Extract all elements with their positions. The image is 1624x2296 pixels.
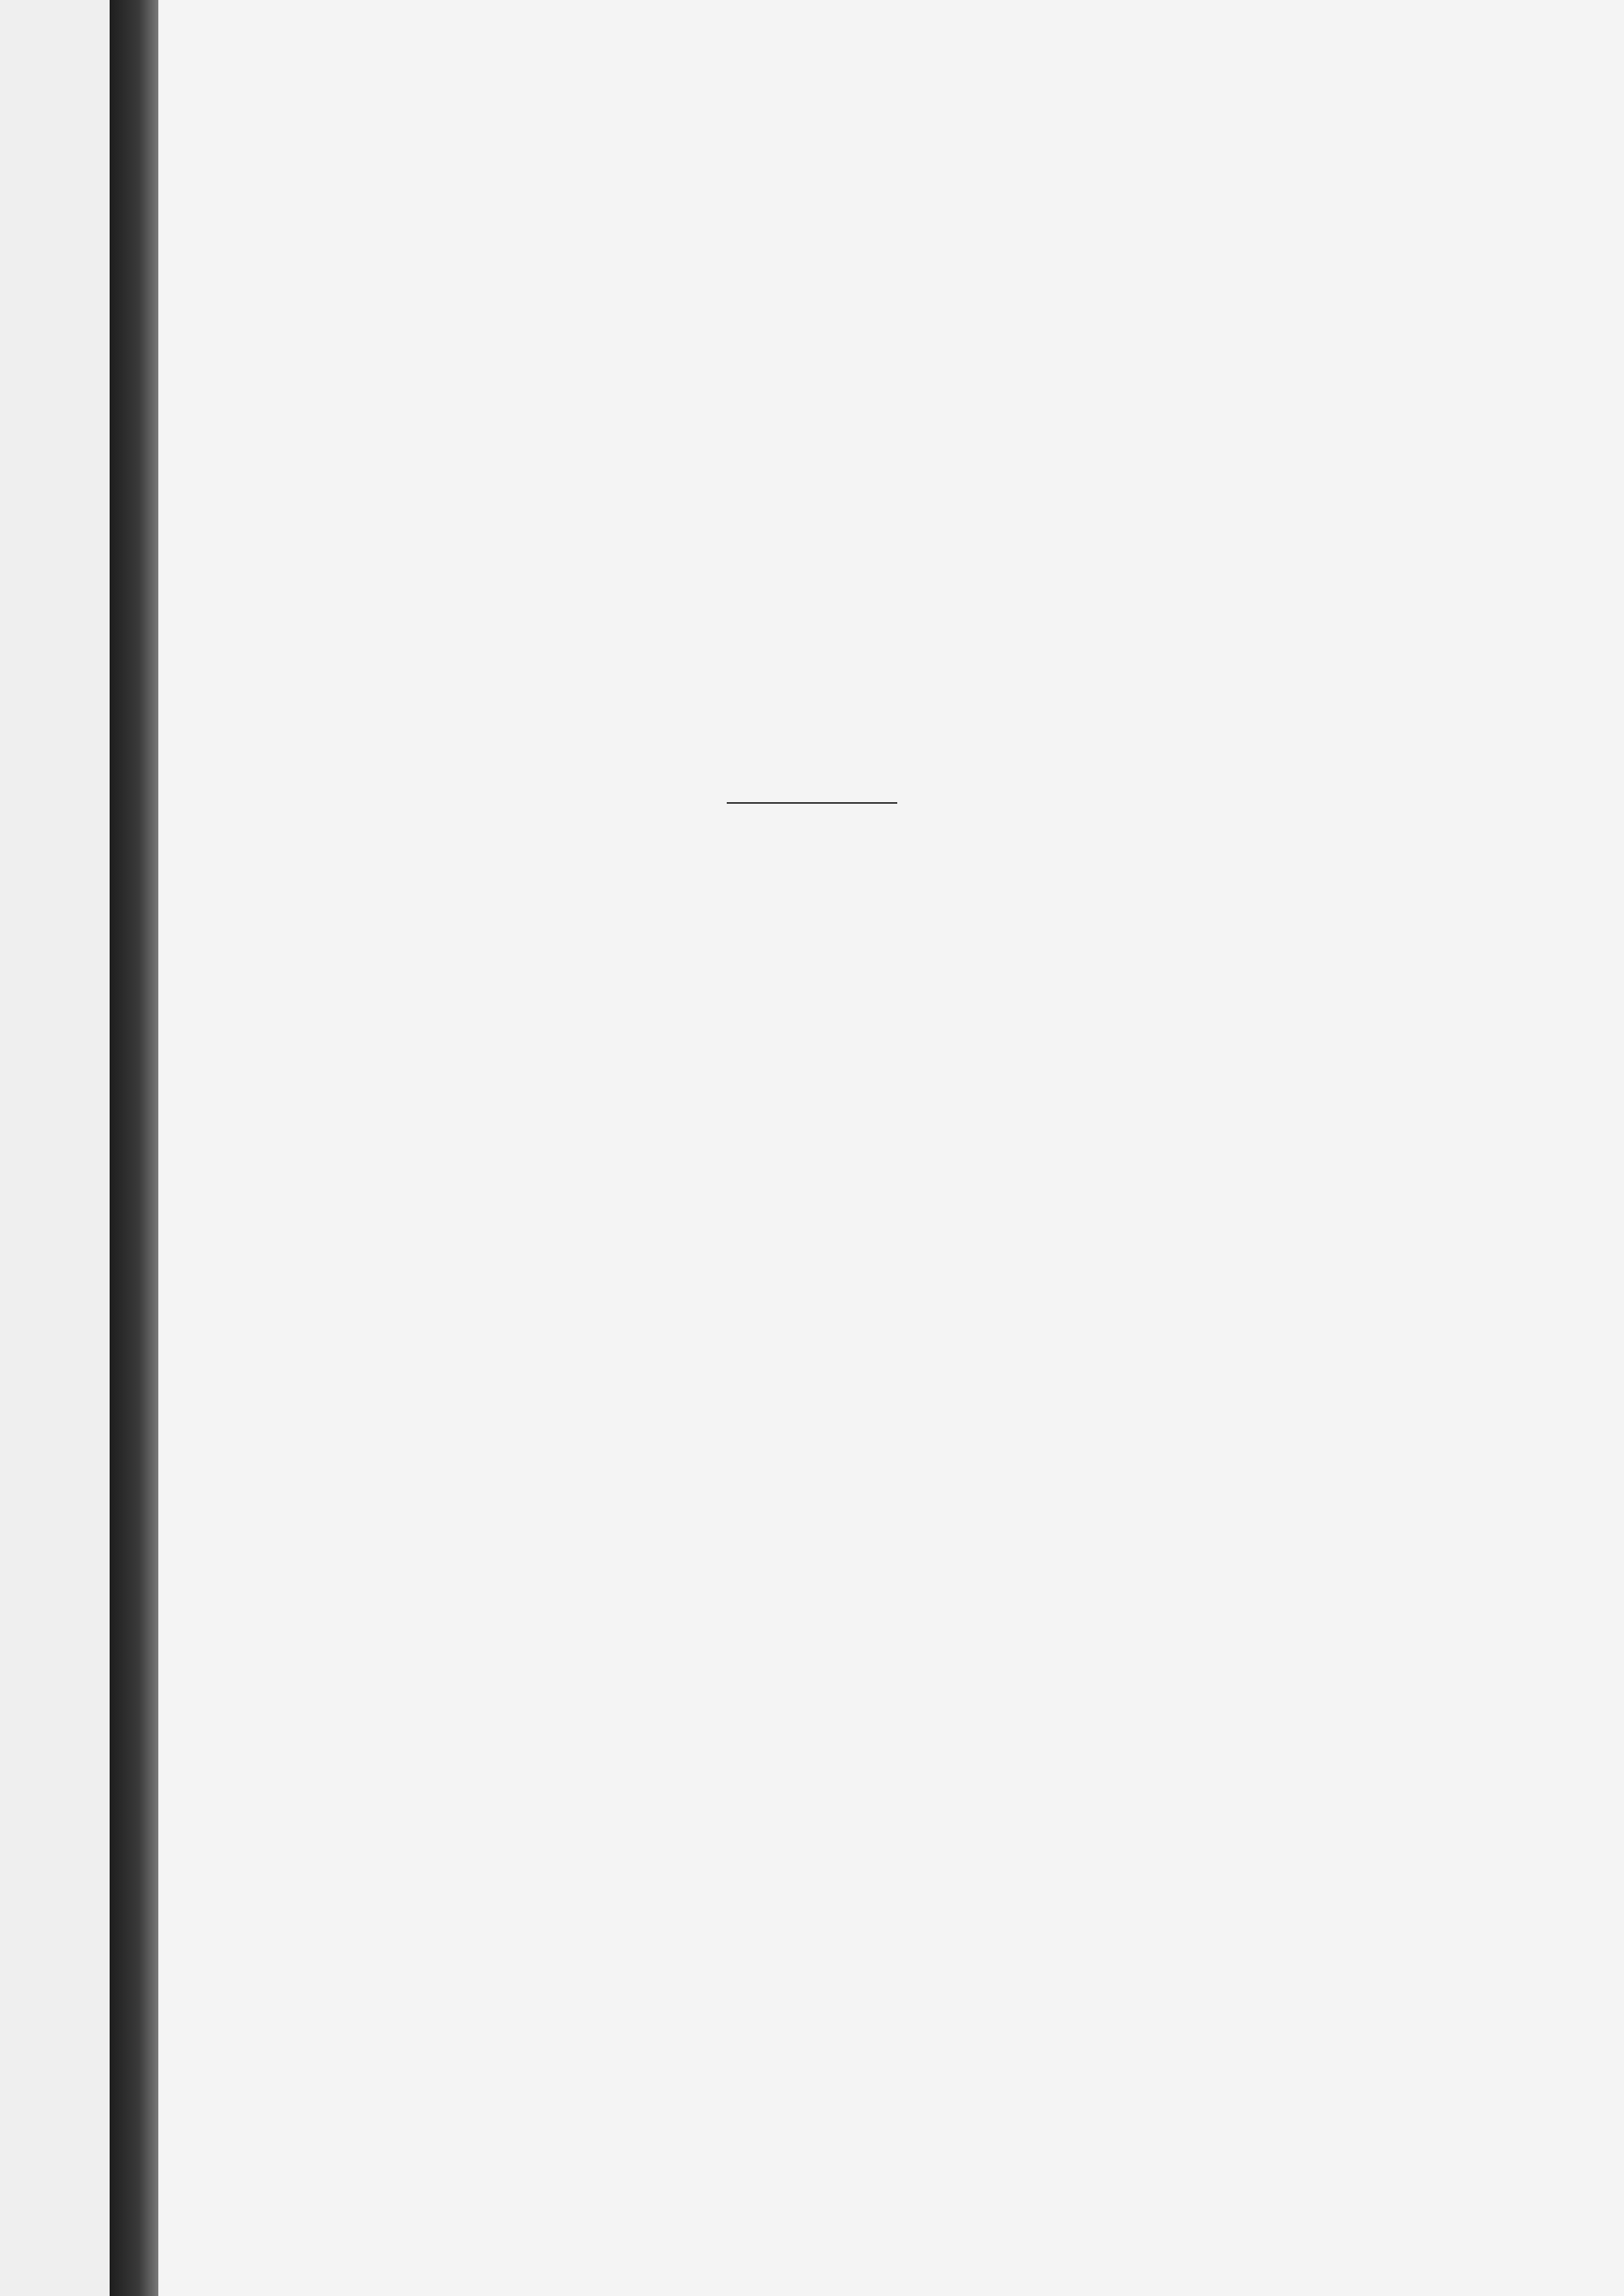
section-divider <box>727 802 897 804</box>
book-gutter <box>110 0 158 2296</box>
page-header <box>158 81 1624 119</box>
page <box>158 0 1624 2296</box>
facing-page-fragments <box>0 0 110 2296</box>
